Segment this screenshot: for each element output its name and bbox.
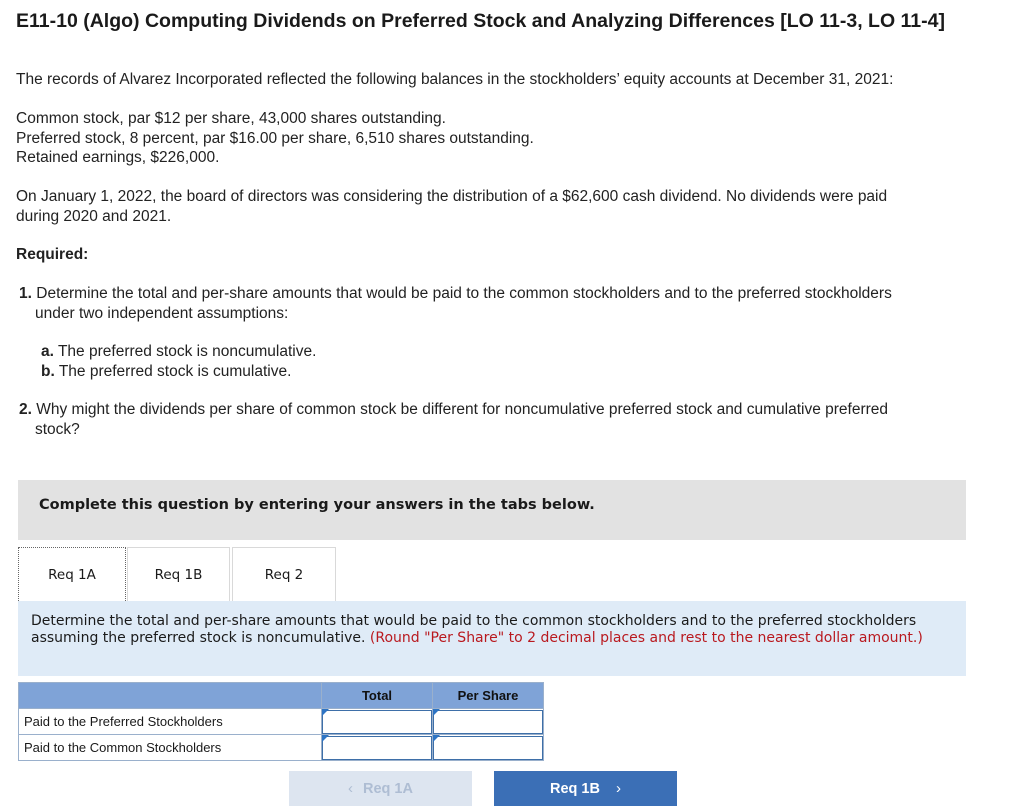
answer-table	[18, 682, 544, 761]
requirement-1a-text: The preferred stock is noncumulative.	[57, 343, 317, 360]
intro-text: The records of Alvarez Incorporated reflected the following balances in the stockholders’ equity accounts at December 31, 2021:	[16, 71, 894, 88]
requirement-2-number: 2.	[19, 401, 32, 418]
next-tab-label: Req 1B	[550, 780, 600, 797]
tab-req-2[interactable]: Req 2	[232, 547, 336, 601]
requirement-1-text: Determine the total and per-share amounts that would be paid to the common stockholders and to the preferred stockholders	[36, 285, 892, 302]
preferred-total-input[interactable]	[322, 710, 432, 734]
preferred-total-cell	[322, 709, 433, 735]
requirement-2-text: Why might the dividends per share of common stock be different for noncumulative preferred stock and cumulative preferred	[36, 401, 889, 418]
row-label-preferred: Paid to the Preferred Stockholders	[19, 709, 322, 735]
balance-common-stock: Common stock, par $12 per share, 43,000 shares outstanding.	[16, 110, 446, 127]
requirement-1b-text: The preferred stock is cumulative.	[58, 362, 292, 380]
requirement-1-line2: under two independent assumptions:	[35, 304, 289, 322]
requirement-1-number: 1.	[19, 285, 32, 302]
requirement-1-line1	[19, 284, 892, 304]
requirement-1a-label: a.	[41, 343, 54, 360]
chevron-right-icon: ›	[615, 780, 621, 797]
answer-panel-header	[18, 480, 966, 540]
tab-instructions-text: Determine the total and per-share amounts that would be paid to the common stockholders and to the preferred stockholders assuming the preferred stock is noncumulative.	[31, 613, 917, 646]
scenario-text-line2: during 2020 and 2021.	[16, 207, 172, 225]
header-total: Total	[322, 683, 433, 709]
header-blank	[19, 683, 322, 709]
requirement-1b	[41, 362, 291, 382]
header-per-share: Per Share	[433, 683, 544, 709]
required-heading: Required:	[16, 246, 89, 263]
common-total-cell	[322, 735, 433, 761]
requirement-1a	[41, 342, 316, 362]
common-per-share-cell	[433, 735, 544, 761]
answer-panel-instructions: Complete this question by entering your answers in the tabs below.	[39, 497, 595, 513]
row-label-common: Paid to the Common Stockholders	[19, 735, 322, 761]
tab-instructions	[31, 613, 961, 647]
common-per-share-input[interactable]	[433, 736, 543, 760]
answer-table-header-row	[19, 683, 544, 709]
tab-req-1b[interactable]: Req 1B	[127, 547, 230, 601]
input-marker-icon	[433, 735, 440, 742]
tab-instructions-box	[18, 601, 966, 676]
table-row	[19, 709, 544, 735]
tab-req-1a[interactable]: Req 1A	[18, 547, 126, 601]
rounding-note: (Round "Per Share" to 2 decimal places and rest to the nearest dollar amount.)	[369, 630, 923, 646]
prev-tab-button	[289, 771, 472, 806]
requirement-1b-label: b.	[41, 362, 55, 380]
balance-preferred-stock: Preferred stock, 8 percent, par $16.00 per share, 6,510 shares outstanding.	[16, 129, 534, 147]
preferred-per-share-cell	[433, 709, 544, 735]
balance-retained-earnings: Retained earnings, $226,000.	[16, 149, 220, 166]
input-marker-icon	[433, 709, 440, 716]
requirement-2-line1	[19, 400, 888, 420]
preferred-per-share-input[interactable]	[433, 710, 543, 734]
scenario-text-line1: On January 1, 2022, the board of directors was considering the distribution of a $62,600 cash dividend. No dividends were paid	[16, 188, 888, 205]
table-row	[19, 735, 544, 761]
common-total-input[interactable]	[322, 736, 432, 760]
requirement-2-line2: stock?	[35, 420, 80, 438]
prev-tab-label: Req 1A	[363, 780, 413, 797]
next-tab-button[interactable]	[494, 771, 677, 806]
input-marker-icon	[322, 709, 329, 716]
input-marker-icon	[322, 735, 329, 742]
problem-title: E11-10 (Algo) Computing Dividends on Preferred Stock and Analyzing Differences [LO 11-3, LO 11-4]	[16, 10, 945, 32]
chevron-left-icon: ‹	[348, 780, 354, 797]
